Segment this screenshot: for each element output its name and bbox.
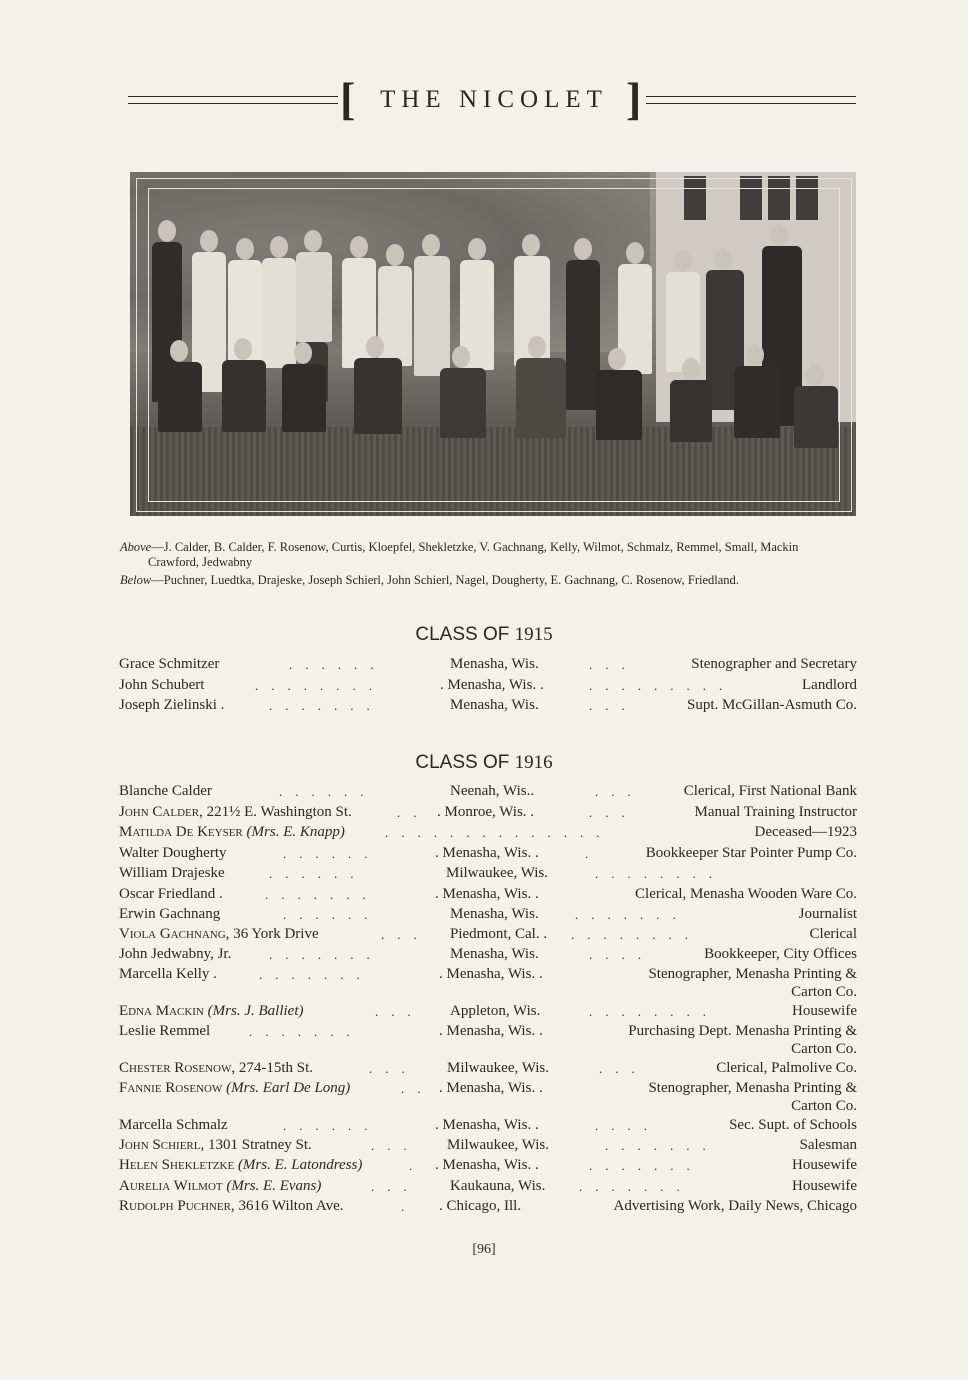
- class-group-photo: [130, 172, 856, 516]
- header-bracket-left: [: [340, 73, 356, 124]
- page-number: [96]: [472, 1242, 496, 1257]
- page-title: THE NICOLET: [380, 86, 608, 113]
- page-header: [128, 73, 856, 124]
- header-rule-left: [128, 96, 338, 104]
- class-1915-heading: CLASS OF 1915: [415, 624, 553, 645]
- photo-caption-above-continued: Crawford, Jedwabny: [148, 555, 253, 569]
- photo-caption-below: Below—Puchner, Luedtka, Drajeske, Joseph Schierl, John Schierl, Nagel, Dougherty, E. Gachnang, C. Rosenow, Friedland.: [120, 573, 739, 587]
- header-bracket-right: ]: [626, 73, 642, 124]
- photo-caption-above: Above—J. Calder, B. Calder, F. Rosenow, Curtis, Kloepfel, Shekletzke, V. Gachnang, Kelly, Wilmot, Schmalz, Remmel, Small, Mackin: [120, 540, 799, 554]
- class-1916-heading: CLASS OF 1916: [415, 752, 553, 773]
- header-rule-right: [646, 96, 856, 104]
